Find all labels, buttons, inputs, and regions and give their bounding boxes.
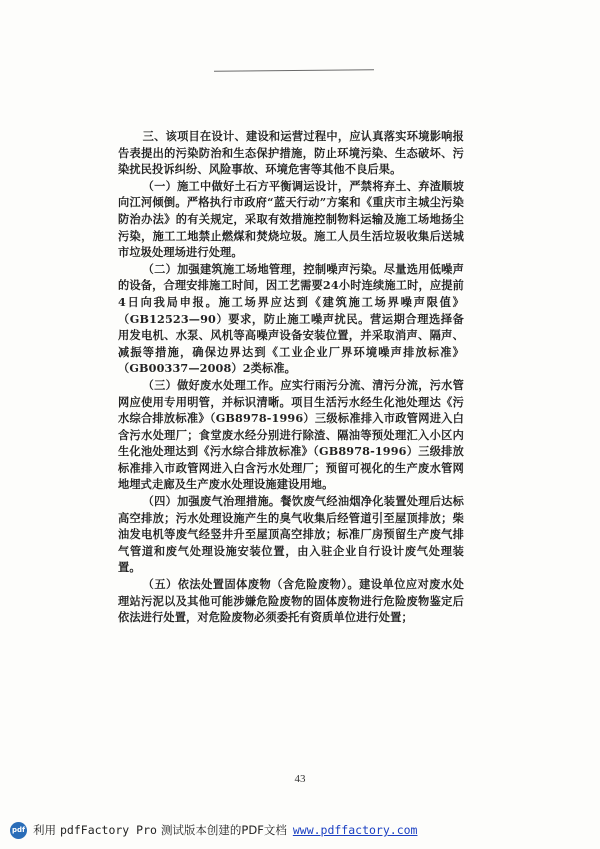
document-body	[118, 128, 464, 626]
footer-suffix: 测试版本创建的PDF文档	[160, 823, 287, 837]
paragraph-noise-control: （二）加强建筑施工场地管理，控制噪声污染。尽量选用低噪声的设备，合理安排施工时间，因工艺需要24小时连续施工时，应提前4日向我局申报。施工场界应达到《建筑施工场界噪声限值》（GB12523—90）要求，防止施工噪声扰民。营运期合理选择备用发电机、水泵、风机等高噪声设备安装位置，并采取消声、隔声、减振等措施，确保边界达到《工业企业厂界环境噪声排放标准》（GB00337—2008）2类标准。	[118, 261, 464, 376]
page-number: 43	[294, 773, 306, 785]
pdf-watermark-footer	[10, 821, 417, 839]
footer-prefix: 利用	[33, 823, 56, 837]
paragraph-requirements-intro: 三、该项目在设计、建设和运营过程中，应认真落实环境影响报告表提出的污染防治和生态保护措施，防止环境污染、生态破坏、污染扰民投诉纠纷、风险事故、环境危害等其他不良后果。	[118, 129, 464, 177]
paragraph-earthwork-dust: （一）施工中做好土石方平衡调运设计，严禁将弃土、弃渣顺坡向江河倾倒。严格执行市政府“蓝天行动”方案和《重庆市主城尘污染防治办法》的有关规定，采取有效措施控制物料运输及施工场地扬尘污染，施工工地禁止燃煤和焚烧垃圾。施工人员生活垃圾收集后送城市垃圾处理场进行处理。	[118, 178, 464, 260]
pdffactory-logo-icon: pdf	[10, 822, 27, 839]
paragraph-wastewater: （三）做好废水处理工作。应实行雨污分流、清污分流，污水管网应使用专用明管，并标识清晰。项目生活污水经生化池处理达《污水综合排放标准》（GB8978-1996）三级标准排入市政管网进入白含污水处理厂；食堂废水经分别进行除渣、隔油等预处理汇入小区内生化池处理达到《污水综合排放标准》（GB8978-1996）三级排放标准排入市政管网进入白含污水处理厂；预留可视化的生产废水管网地埋式走廊及生产废水处理设施建设用地。	[118, 377, 464, 492]
paragraph-solid-waste: （五）依法处置固体废物（含危险废物）。建设单位应对废水处理站污泥以及其他可能涉嫌危险废物的固体废物进行危险废物鉴定后依法进行处置，对危险废物必须委托有资质单位进行处置；	[118, 577, 464, 625]
footer-website-link[interactable]: www.pdffactory.com	[292, 823, 418, 837]
scan-rule-line	[214, 69, 374, 71]
footer-product-name: pdfFactory Pro	[60, 823, 157, 837]
paragraph-exhaust-gas: （四）加强废气治理措施。餐饮废气经油烟净化装置处理后达标高空排放；污水处理设施产生的臭气收集后经管道引至屋顶排放；柴油发电机等废气经竖井升至屋顶高空排放；标准厂房预留生产废气排气管道和废气处理设施安装位置，由入驻企业自行设计废气处理装置。	[118, 494, 464, 575]
